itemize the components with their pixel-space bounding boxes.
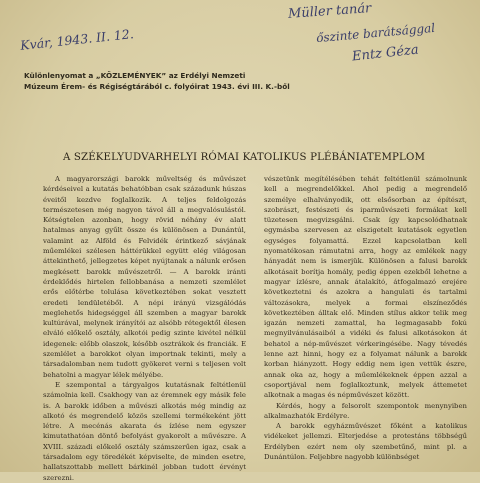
handwritten-dedication-line1: Müller tanár [287,1,372,22]
paragraph: A barokk egyházművészet főként a katolikus vidékeket jellemzi. Elterjedése a protestáns többségű Erdélyben ezért nem oly szembetűnő, mint pl. a Dunántúlon. Feljebbre nagyobb különbséget [264,422,467,462]
offprint-header [24,70,444,92]
text-column-right [264,174,467,472]
paragraph: Kérdés, hogy a felsorolt szempontok menynyiben alkalmazhatók Erdélyre. [264,401,467,420]
offprint-header-line1: Különlenyomat a „KÖZLEMÉNYEK” az Erdélyi Nemzeti [24,71,246,80]
article-title: A SZÉKELYUDVARHELYI RÓMAI KATOLIKUS PLÉBÁNIATEMPLOM [62,152,426,163]
handwritten-dedication-line2: őszinte barátsággal [315,20,436,46]
offprint-header-line2: Múzeum Érem- és Régiségtárából c. folyóirat 1943. évi III. K.-ből [24,82,290,91]
paragraph: E szempontal a tárgyalgos kutatásnak feltétlenül számolnia kell. Csakhogy van az éremnek egy másik fele is. A barokk időben a művészi alkotás még mindig az alkotó és megrendelő közös szellemi termékeként jött létre. A mecénás akarata és ízlése nem egyszer kimutathatóan döntő befolyást gyakorolt a művészre. A XVIII. századi előkelő osztály számszerűen igaz, csak a társadalom egy töredékét képviselte, de minden esetre, hallatszottabb mellett bárkinél jobban tudott érvényt szerezni. [43,380,246,482]
handwritten-signature: Entz Géza [351,42,420,65]
paragraph: vészetünk megítélésében tehát feltétlenül számolnunk kell a megrendelőkkel. Ahol pedig a megrendelő személye elhalványodik, ott elsősorban az építészt, szobrászt, festészeti és iparművészeti formákat kell tüzetesen megvizsgálni. Csak így kapcsolódhatnak egymásba szervesen az elszigetelt kutatások egyetlen egységes folyamattá. Ezzel kapcsolatban kell nyomatékosan rámutatni arra, hogy az emlékek nagy hányadát nem is ismerjük. Különösen a falusi barokk alkotásait borítja homály, pedig éppen ezekből lehetne a magyar ízlésre, annak átalakító, átfogalmazó erejére következtetni és azokra a hangulati és tartalmi változásokra, melyek a formai elszíneződés következtében álltak elő. Minden stílus akkor telik meg igazán nemzeti zamattal, ha legmagasabb fokú megnyilvánulásaiból a vidéki és falusi alkotásokon át behatol a nép-művészet vérkeringésébe. Nagy tévedés lenne azt hinni, hogy ez a folyamat nálunk a barokk korban hiányzott. Hogy eddig nem igen vettük észre, annak oka az, hogy a műemlékeknek éppen azzal a csoportjával nem foglalkoztunk, melyek áttemetet alkotnak a magas és népművészet között. [264,175,467,400]
text-column-left [43,174,246,482]
paragraph: A magyarországi barokk műveltség és művészet kérdéseivel a kutatás behatóbban csak századunk húszas éveitől kezdve foglalkozik. A teljes feldolgozás természetesen még nagyon távol áll a megvalósulástól. Kétségtelen azonban, hogy rövid néhány év alatt hatalmas anyag gyűlt össze és különösen a Dunántúl, valamint az Alföld és Felvidék érintkező sávjának műemlékei szélesen háttérükkel együtt elég világosan áttekinthető, jellegzetes képet nyújtanak a nálunk erősen megkésett barokk művészetről. — A barokk iránti érdeklődés hirtelen fellobbanása a nemzeti szemlélet erős előtérbe tolulása következtében sokat vesztett eredeti lendületéből. A népi irányú vizsgálódás meglehetős hidegséggel áll szemben a magyar barokk kultúrával, melynek irányítói az alsóbb rétegektől élesen elváló előkelő osztály, alkotói pedig szinte kivétel nélkül idegenek: előbb olaszok, később osztrákok és franciák. E szemlélet a barokkot olyan importnak tekinti, mely a társadalomban nem tudott gyökeret verni s teljesen volt behatolni a magyar lélek mélyébe. [43,175,246,379]
handwritten-date: Kvár, 1943. II. 12. [19,26,135,53]
